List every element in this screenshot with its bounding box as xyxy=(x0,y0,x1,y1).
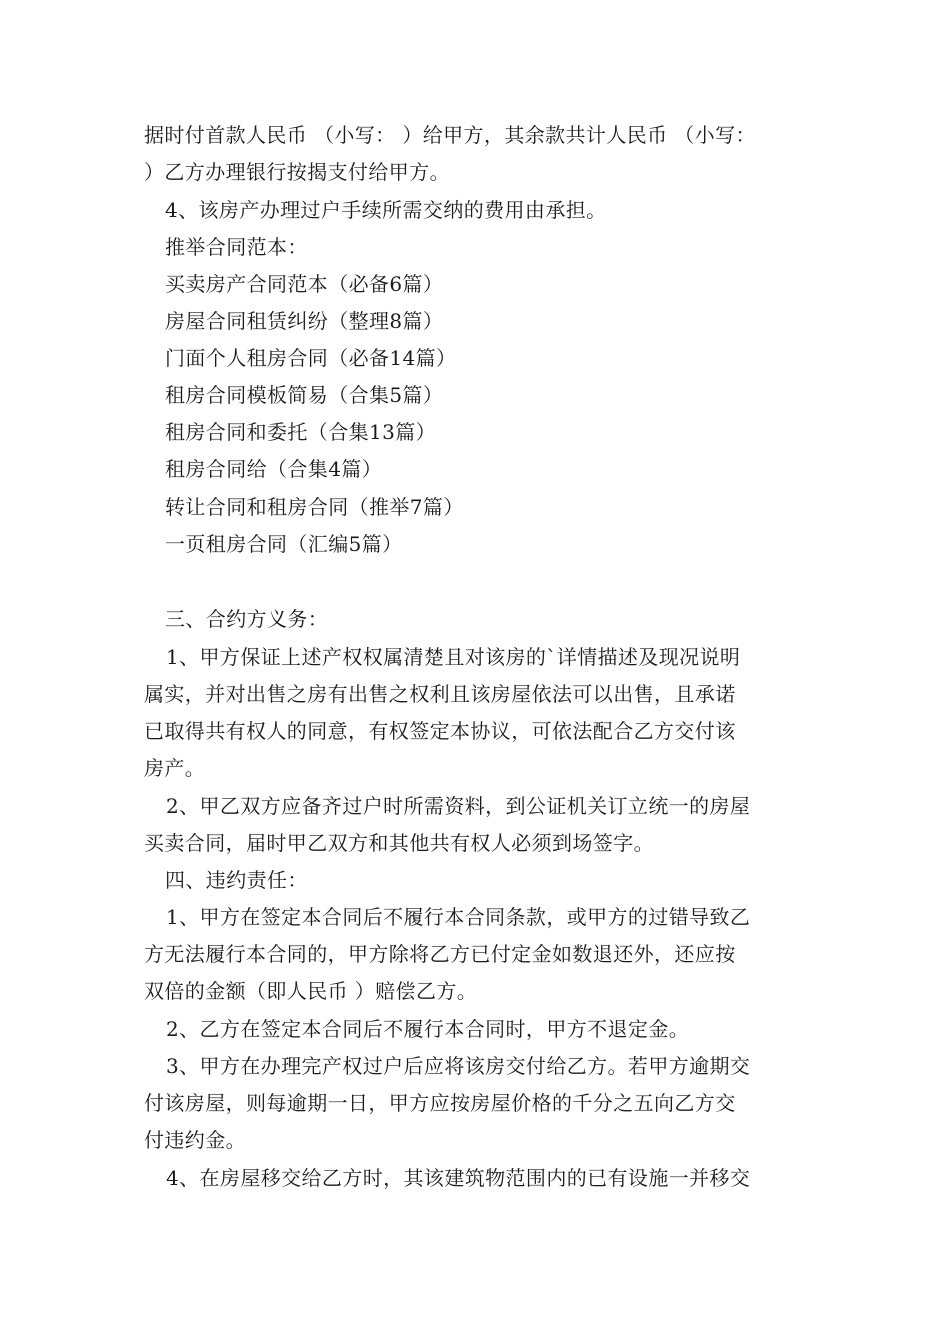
paragraph-line: 1、甲方在签定本合同后不履行本合同条款，或甲方的过错导致乙 xyxy=(166,905,751,929)
recommend-link[interactable]: 转让合同和租房合同（推举7篇） xyxy=(165,495,464,519)
paragraph-line: 4、在房屋移交给乙方时，其该建筑物范围内的已有设施一并移交 xyxy=(166,1166,751,1190)
paragraph-line: 3、甲方在办理完产权过户后应将该房交付给乙方。若甲方逾期交 xyxy=(166,1054,751,1078)
paragraph-line: 方无法履行本合同的，甲方除将乙方已付定金如数退还外，还应按 xyxy=(144,942,736,966)
paragraph-line: 属实，并对出售之房有出售之权利且该房屋依法可以出售，且承诺 xyxy=(144,682,736,706)
paragraph-line: 2、甲乙双方应备齐过户时所需资料，到公证机关订立统一的房屋 xyxy=(166,794,751,818)
paragraph-line: 据时付首款人民币 （小写： ）给甲方，其余款共计人民币 （小写： xyxy=(144,123,756,147)
recommend-link[interactable]: 一页租房合同（汇编5篇） xyxy=(165,532,403,556)
paragraph-line: 房产。 xyxy=(144,756,206,780)
recommend-link[interactable]: 租房合同和委托（合集13篇） xyxy=(165,420,437,444)
recommend-link[interactable]: 租房合同给（合集4篇） xyxy=(165,457,383,481)
paragraph-line: 付该房屋，则每逾期一日，甲方应按房屋价格的千分之五向乙方交 xyxy=(144,1091,736,1115)
paragraph-line: 2、乙方在签定本合同后不履行本合同时，甲方不退定金。 xyxy=(166,1017,690,1041)
recommend-link[interactable]: 房屋合同租赁纠纷（整理8篇） xyxy=(165,309,444,333)
paragraph-line: ）乙方办理银行按揭支付给甲方。 xyxy=(144,160,450,184)
paragraph-line: 双倍的金额（即人民币 ）赔偿乙方。 xyxy=(144,979,478,1003)
recommend-link[interactable]: 租房合同模板简易（合集5篇） xyxy=(165,383,444,407)
paragraph-line: 买卖合同，届时甲乙双方和其他共有权人必须到场签字。 xyxy=(144,831,654,855)
paragraph-line: 已取得共有权人的同意，有权签定本协议，可依法配合乙方交付该 xyxy=(144,719,736,743)
recommend-link[interactable]: 买卖房产合同范本（必备6篇） xyxy=(165,272,444,296)
section-4-title: 四、违约责任： xyxy=(165,868,308,892)
recommend-link[interactable]: 门面个人租房合同（必备14篇） xyxy=(165,346,457,370)
section-3-title: 三、合约方义务： xyxy=(165,607,329,631)
recommend-title: 推举合同范本： xyxy=(165,235,308,259)
paragraph-line: 1、甲方保证上述产权权属清楚且对该房的`详情描述及现况说明 xyxy=(166,645,741,669)
clause-4-fees: 4、该房产办理过户手续所需交纳的费用由承担。 xyxy=(165,198,607,222)
paragraph-line: 付违约金。 xyxy=(144,1128,246,1152)
